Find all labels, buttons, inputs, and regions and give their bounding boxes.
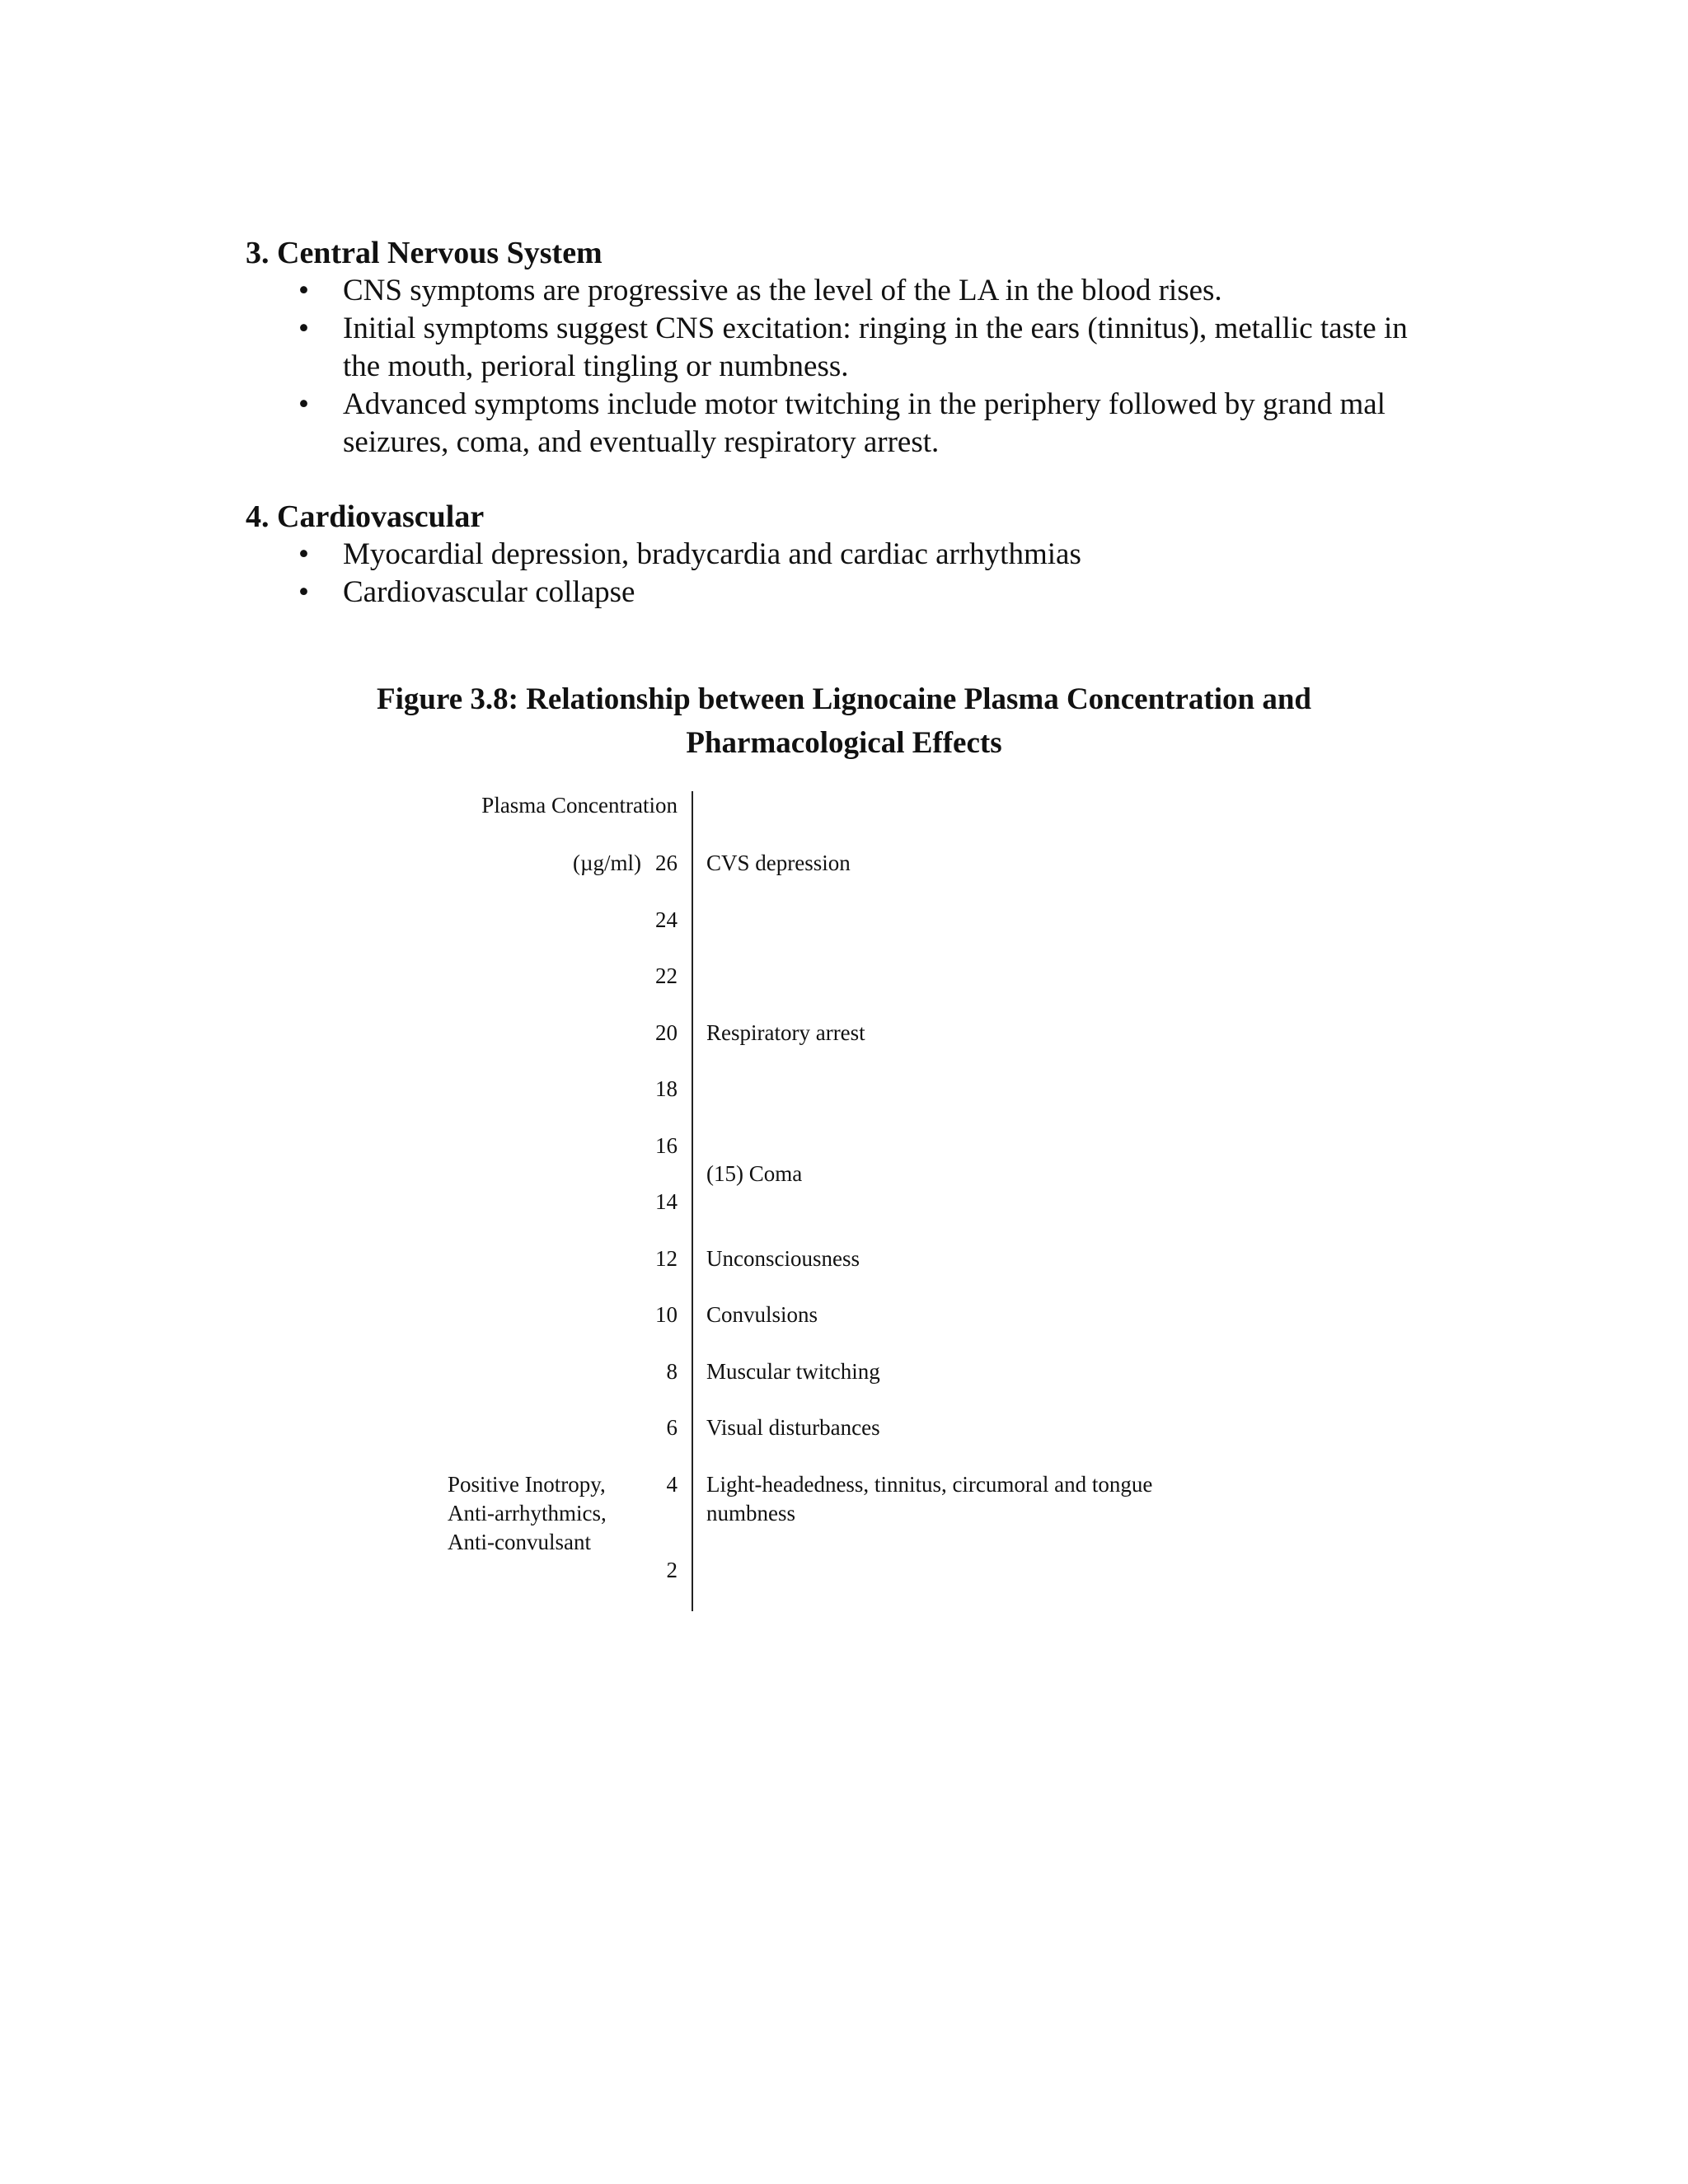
list-item-text: Cardiovascular collapse xyxy=(343,575,635,609)
bullet-icon: • xyxy=(298,387,309,421)
tick-label: 24 xyxy=(655,907,678,932)
axis-line xyxy=(692,791,693,1611)
list-item xyxy=(298,574,1423,612)
bullet-icon: • xyxy=(298,274,309,307)
bullet-icon: • xyxy=(298,537,309,571)
tick-label: 14 xyxy=(655,1189,678,1214)
unit-label: (µg/ml) xyxy=(572,851,641,875)
therapeutic-line: Anti-arrhythmics, xyxy=(448,1501,607,1526)
tick-label: 8 xyxy=(666,1359,678,1384)
tick-label: 22 xyxy=(655,963,678,988)
effect-visual-disturbances: Visual disturbances xyxy=(706,1415,880,1440)
list-item-text: Myocardial depression, bradycardia and cardiac arrhythmias xyxy=(343,537,1081,571)
list-item-text: Advanced symptoms include motor twitching in the periphery followed by grand mal seizures, coma, and eventually respiratory arrest. xyxy=(343,387,1386,459)
tick-label: 6 xyxy=(666,1415,678,1440)
figure-title xyxy=(247,677,1441,765)
effect-convulsions: Convulsions xyxy=(706,1302,818,1327)
effect-muscular-twitching: Muscular twitching xyxy=(706,1359,880,1384)
effect-coma: (15) Coma xyxy=(706,1161,803,1186)
effect-light-headedness xyxy=(706,1470,1152,1528)
cns-bullet-list xyxy=(298,272,1423,462)
section-heading-cardiovascular: 4. Cardiovascular xyxy=(246,499,485,534)
therapeutic-effects xyxy=(448,1470,607,1557)
list-item xyxy=(298,310,1423,386)
list-item xyxy=(298,272,1423,310)
figure-title-line: Pharmacological Effects xyxy=(686,726,1002,760)
list-item xyxy=(298,536,1423,574)
axis-label: Plasma Concentration xyxy=(481,793,678,818)
list-item xyxy=(298,386,1423,462)
tick-label: 16 xyxy=(655,1133,678,1158)
bullet-icon: • xyxy=(298,575,309,609)
tick-label: 12 xyxy=(655,1246,678,1271)
tick-label: 26 xyxy=(655,851,678,875)
effect-unconsciousness: Unconsciousness xyxy=(706,1246,860,1271)
tick-label: 20 xyxy=(655,1020,678,1045)
therapeutic-line: Anti-convulsant xyxy=(448,1530,591,1554)
tick-label: 10 xyxy=(655,1302,678,1327)
figure-title-line: Figure 3.8: Relationship between Lignocaine Plasma Concentration and xyxy=(377,682,1311,716)
list-item-text: CNS symptoms are progressive as the level of the LA in the blood rises. xyxy=(343,274,1222,307)
list-item-text: Initial symptoms suggest CNS excitation: ringing in the ears (tinnitus), metallic taste in the mouth, perioral tingling or numbness. xyxy=(343,312,1408,383)
therapeutic-line: Positive Inotropy, xyxy=(448,1472,606,1497)
tick-label: 4 xyxy=(666,1472,678,1497)
tick-label: 2 xyxy=(666,1558,678,1582)
section-heading-cns: 3. Central Nervous System xyxy=(246,236,603,270)
bullet-icon: • xyxy=(298,312,309,345)
tick-label: 18 xyxy=(655,1076,678,1101)
effect-line: Light-headedness, tinnitus, circumoral and tongue xyxy=(706,1472,1153,1497)
effect-respiratory-arrest: Respiratory arrest xyxy=(706,1020,865,1045)
cardiovascular-bullet-list xyxy=(298,536,1423,612)
effect-cvs-depression: CVS depression xyxy=(706,851,851,875)
effect-line: numbness xyxy=(706,1501,795,1526)
